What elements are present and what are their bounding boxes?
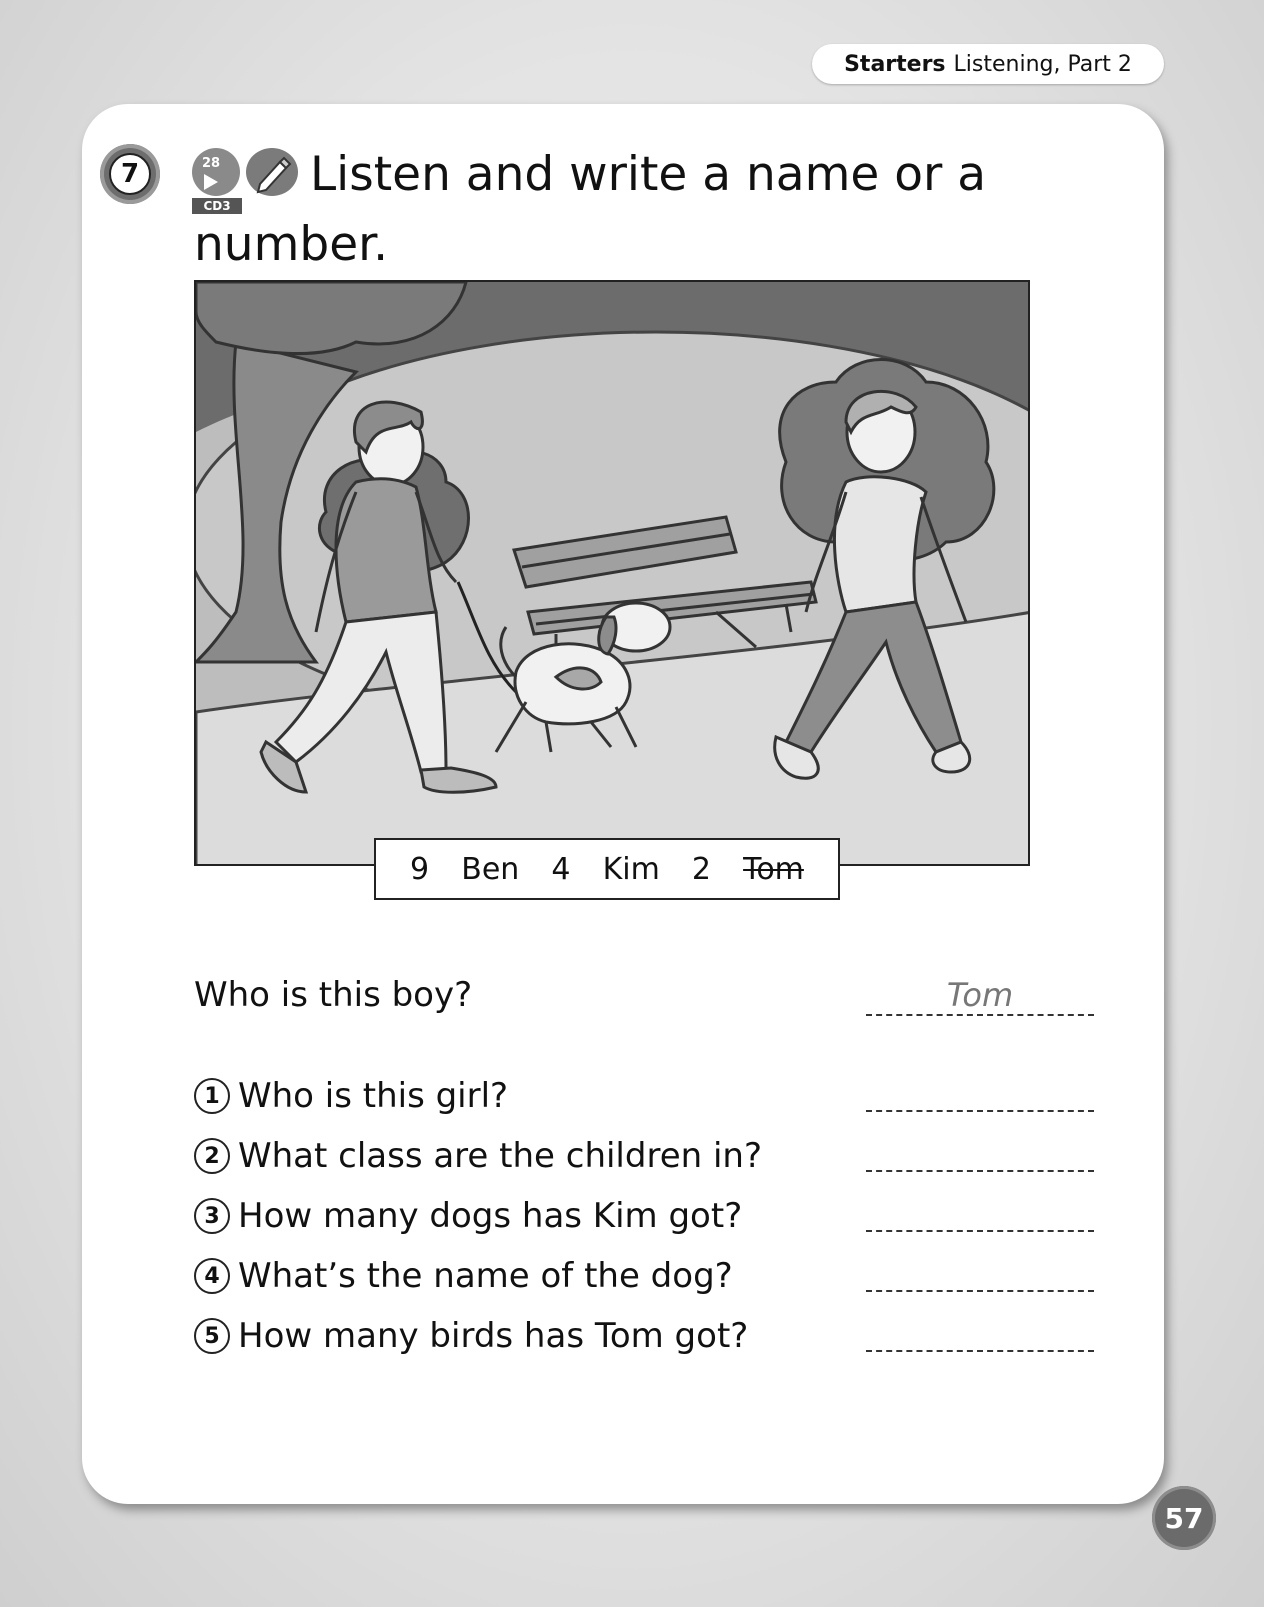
word-box-item: Kim (602, 851, 660, 887)
audio-track-number: 28 (202, 156, 221, 171)
park-illustration (194, 280, 1030, 866)
example-answer-line (866, 1014, 1094, 1016)
exercise-number: 7 (109, 153, 151, 195)
exercise-instruction: Listen and write a name or a number. (194, 147, 987, 272)
question-text: What’s the name of the dog? (238, 1256, 733, 1296)
level-label: Starters (844, 51, 946, 77)
word-box-item: 2 (691, 851, 711, 887)
answer-line-3[interactable] (866, 1230, 1094, 1232)
question-row (194, 1256, 733, 1296)
exercise-number-badge (100, 144, 160, 204)
question-row (194, 1076, 508, 1116)
question-text: What class are the children in? (238, 1136, 763, 1176)
audio-cd-label: CD3 (192, 198, 242, 214)
question-text: Who is this girl? (238, 1076, 509, 1116)
question-number: 4 (194, 1258, 230, 1294)
word-box-item: 9 (410, 851, 430, 887)
word-box-item-used: Tom (743, 851, 804, 887)
question-number: 2 (194, 1138, 230, 1174)
question-text: How many birds has Tom got? (238, 1316, 749, 1356)
question-number: 3 (194, 1198, 230, 1234)
section-label: Listening, Part 2 (953, 51, 1132, 77)
question-number: 1 (194, 1078, 230, 1114)
answer-line-1[interactable] (866, 1110, 1094, 1112)
example-answer: Tom (946, 976, 1014, 1014)
section-header (812, 44, 1164, 84)
answer-line-5[interactable] (866, 1350, 1094, 1352)
page-number: 57 (1152, 1486, 1216, 1550)
word-box-item: Ben (461, 851, 520, 887)
question-row (194, 1136, 762, 1176)
example-question: Who is this boy? (194, 975, 473, 1015)
answer-line-2[interactable] (866, 1170, 1094, 1172)
question-row (194, 1196, 742, 1236)
word-box-item: 4 (551, 851, 571, 887)
question-row (194, 1316, 748, 1356)
word-box (374, 838, 840, 900)
question-text: How many dogs has Kim got? (238, 1196, 743, 1236)
answer-line-4[interactable] (866, 1290, 1094, 1292)
question-number: 5 (194, 1318, 230, 1354)
